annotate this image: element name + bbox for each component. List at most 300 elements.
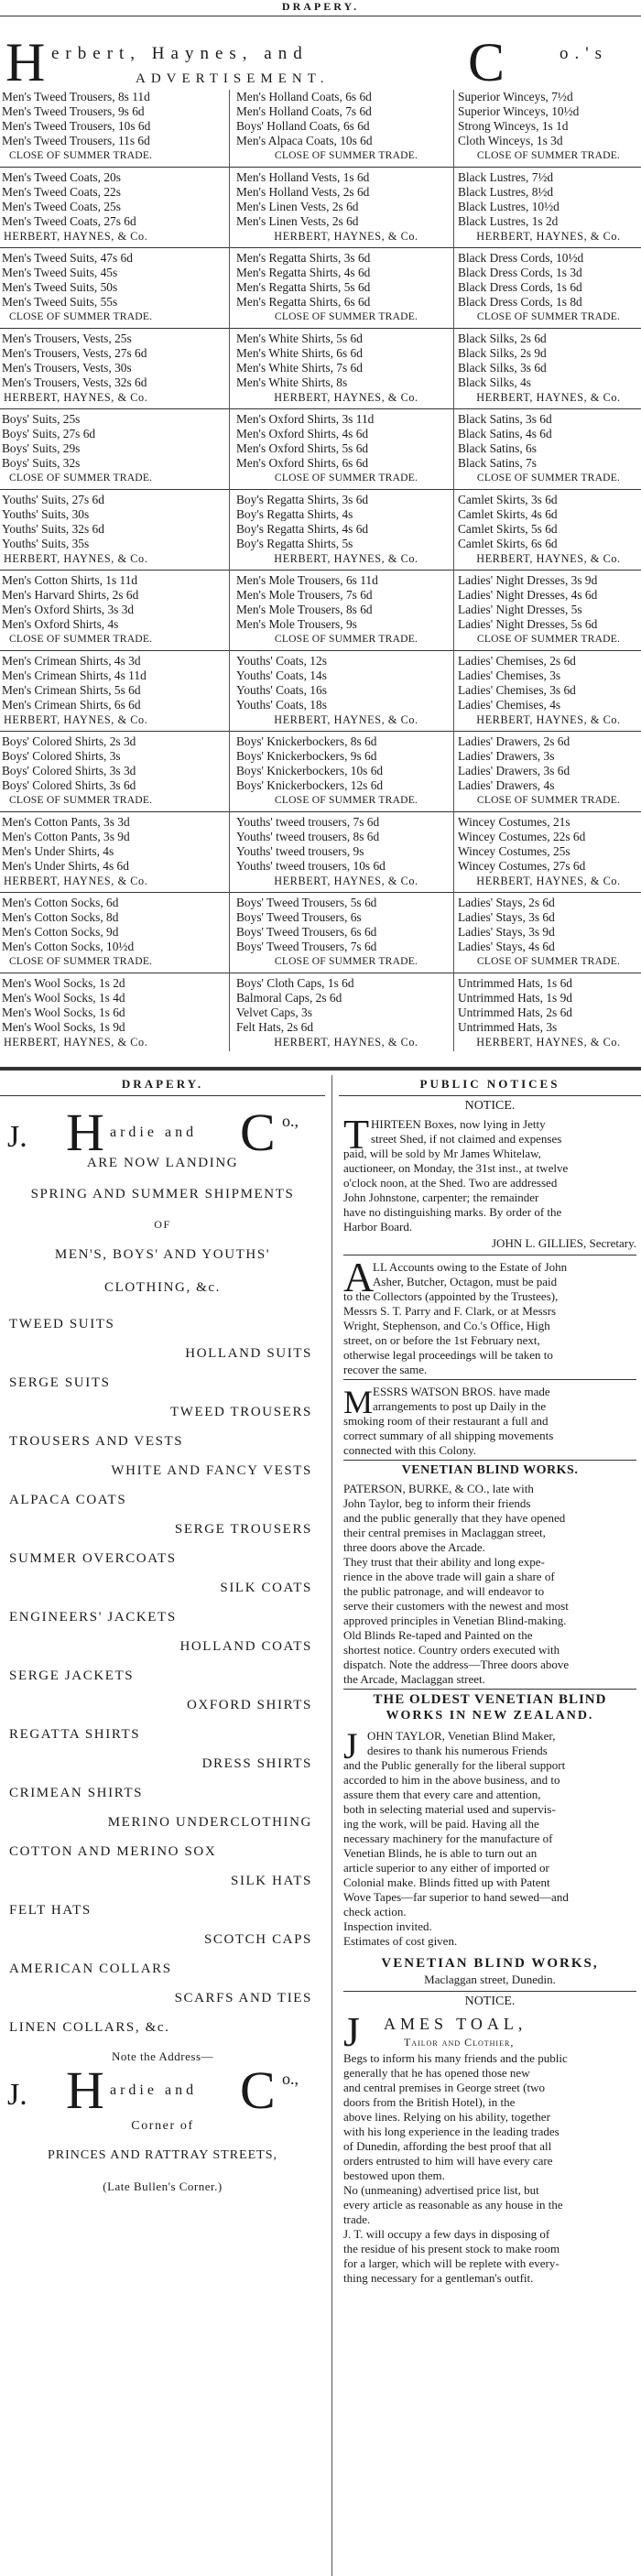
price-line: Black Satins, 6s: [458, 441, 537, 455]
price-line: Ladies' Drawers, 3s 6d: [458, 764, 570, 777]
notice-6-heading: NOTICE.: [464, 1994, 516, 2008]
price-block: [2, 493, 222, 566]
price-line: Black Dress Cords, 1s 3d: [458, 266, 582, 279]
price-line: Men's Wool Socks, 1s 2d: [2, 976, 125, 990]
block-footer: HERBERT, HAYNES, & Co.: [274, 391, 418, 404]
hardie-item: SILK COATS: [220, 1581, 312, 1595]
hardie-item: SERGE SUITS: [9, 1375, 111, 1390]
block-footer: CLOSE OF SUMMER TRADE.: [274, 633, 418, 645]
section-label-drapery-top: DRAPERY.: [281, 0, 360, 13]
notice-line: Colonial make. Blinds fitted up with Patent: [343, 1875, 550, 1889]
section-label-public-notices: PUBLIC NOTICES: [419, 1077, 560, 1091]
price-line: Men's Trousers, Vests, 32s 6d: [2, 375, 147, 389]
price-block: [458, 251, 639, 324]
price-line: Ladies' Drawers, 4s: [458, 778, 555, 792]
block-footer: HERBERT, HAYNES, & Co.: [476, 391, 621, 404]
notice-line: ing the work, will be paid. Having all the: [343, 1817, 539, 1831]
price-block: [236, 170, 456, 244]
price-line: Youths' tweed trousers, 9s: [236, 844, 364, 858]
notice-5-dropcap: J: [343, 1725, 358, 1766]
block-footer: CLOSE OF SUMMER TRADE.: [476, 955, 621, 967]
block-footer: CLOSE OF SUMMER TRADE.: [274, 310, 418, 322]
price-line: Men's Tweed Trousers, 8s 11d: [2, 90, 150, 103]
price-line: Boy's Regatta Shirts, 3s 6d: [236, 493, 369, 506]
price-line: Men's Holland Vests, 2s 6d: [236, 185, 370, 199]
notice-line: article superior to any either of imported or: [343, 1861, 549, 1875]
price-line: Men's Cotton Socks, 8d: [2, 910, 119, 924]
notice-line: Estimates of cost given.: [343, 1934, 458, 1948]
price-block: [2, 654, 222, 727]
notice-line: for a larger, which will be replete with every-: [343, 2256, 560, 2270]
price-line: Black Lustres, 1s 2d: [458, 214, 559, 228]
price-line: Men's Crimean Shirts, 5s 6d: [2, 683, 141, 697]
price-block: [2, 734, 222, 808]
title-subtitle: ADVERTISEMENT.: [136, 71, 330, 86]
block-footer: CLOSE OF SUMMER TRADE.: [9, 472, 153, 484]
notice-line: accorded to him in the above business, and to: [343, 1773, 560, 1787]
price-line: Boys' Knickerbockers, 10s 6d: [236, 764, 384, 777]
price-line: Black Silks, 3s 6d: [458, 361, 547, 375]
price-line: Black Lustres, 10½d: [458, 200, 560, 213]
price-line: Ladies' Chemises, 3s 6d: [458, 683, 576, 697]
price-line: Balmoral Caps, 2s 6d: [236, 991, 342, 1005]
notice-line: LL Accounts owing to the Estate of John: [373, 1260, 568, 1274]
price-line: Men's Tweed Trousers, 11s 6d: [2, 134, 150, 147]
firm-initial-h: H: [66, 1103, 104, 1162]
price-line: Men's Linen Vests, 2s 6d: [236, 200, 359, 213]
price-block: [458, 90, 639, 163]
hardie-item: TROUSERS AND VESTS: [9, 1434, 184, 1449]
price-block: [458, 896, 639, 969]
price-line: Camlet Skirts, 5s 6d: [458, 522, 558, 536]
price-line: Men's Tweed Suits, 47s 6d: [2, 251, 133, 265]
block-footer: HERBERT, HAYNES, & Co.: [4, 1036, 148, 1049]
price-block: [458, 734, 639, 808]
rule: [343, 1689, 636, 1690]
notice-line: No (unmeaning) advertised price list, but: [343, 2183, 539, 2197]
block-footer: HERBERT, HAYNES, & Co.: [476, 713, 621, 726]
notice-line: the residue of his present stock to make room: [343, 2242, 560, 2255]
price-line: Boy's Regatta Shirts, 4s 6d: [236, 522, 369, 536]
notice-1-dropcap: T: [343, 1111, 370, 1158]
column-divider: [331, 1075, 332, 2576]
hardie-line1: ARE NOW LANDING: [86, 1156, 239, 1170]
price-line: Men's Crimean Shirts, 6s 6d: [2, 698, 141, 712]
price-line: Ladies' Night Dresses, 5s: [458, 603, 582, 616]
block-footer: CLOSE OF SUMMER TRADE.: [9, 955, 153, 967]
price-line: Untrimmed Hats, 3s: [458, 1020, 558, 1034]
price-block: [458, 815, 639, 888]
price-block: [236, 654, 456, 727]
price-block: [236, 896, 456, 969]
notice-line: Harbor Board.: [343, 1220, 413, 1234]
section-label-drapery-lower: DRAPERY.: [121, 1077, 204, 1091]
price-line: Men's Wool Socks, 1s 9d: [2, 1020, 125, 1034]
price-block: [2, 573, 222, 647]
notice-line: John Johnstone, carpenter; the remainder: [343, 1190, 539, 1204]
notice-line: PATERSON, BURKE, & CO., late with: [343, 1482, 534, 1495]
price-line: Wincey Costumes, 25s: [458, 844, 570, 858]
price-block: [458, 976, 639, 1049]
firm-initial-j-footer: J.: [7, 2078, 27, 2112]
price-line: Men's Cotton Pants, 3s 3d: [2, 815, 130, 829]
price-block: [236, 734, 456, 808]
price-line: Youths' Coats, 12s: [236, 654, 327, 668]
notice-line: Wright, Stephenson, and Co.'s Office, High: [343, 1319, 550, 1332]
block-footer: CLOSE OF SUMMER TRADE.: [476, 310, 621, 322]
notice-6-dropcap: J: [343, 2008, 360, 2055]
price-line: Men's Tweed Suits, 55s: [2, 295, 118, 309]
hardie-item: HOLLAND SUITS: [185, 1346, 312, 1361]
hardie-item: ALPACA COATS: [9, 1493, 127, 1507]
hardie-note: Note the Address—: [111, 2049, 214, 2063]
price-line: Black Silks, 2s 9d: [458, 346, 547, 360]
price-line: Men's Under Shirts, 4s: [2, 844, 114, 858]
notice-line: assure them that every care and attention,: [343, 1788, 541, 1801]
firm-initial-j: J.: [7, 1120, 27, 1154]
column-rule: [229, 90, 230, 1051]
price-line: Untrimmed Hats, 2s 6d: [458, 1005, 572, 1019]
price-line: Boys' Suits, 25s: [2, 412, 81, 426]
rule: [0, 1095, 325, 1096]
notice-line: with his long experience in the leading trades: [343, 2125, 560, 2138]
price-line: Men's Oxford Shirts, 3s 11d: [236, 412, 375, 426]
price-line: Untrimmed Hats, 1s 9d: [458, 991, 572, 1005]
block-footer: HERBERT, HAYNES, & Co.: [476, 875, 621, 887]
hardie-line2: SPRING AND SUMMER SHIPMENTS: [30, 1187, 295, 1201]
notice-line: dispatch. Note the address—Three doors above: [343, 1658, 570, 1671]
price-line: Men's Holland Vests, 1s 6d: [236, 170, 370, 184]
price-line: Men's Tweed Coats, 22s: [2, 185, 121, 199]
price-line: Youths' Suits, 35s: [2, 537, 90, 550]
notice-line: o'clock noon, at the Shed. Two are addressed: [343, 1176, 558, 1190]
block-separator: [0, 408, 641, 409]
notice-line: orders entrusted to him will have every care: [343, 2154, 553, 2168]
price-line: Youths' Suits, 30s: [2, 507, 90, 521]
price-line: Black Satins, 7s: [458, 456, 537, 470]
hardie-item: CRIMEAN SHIRTS: [9, 1786, 144, 1800]
price-line: Men's Trousers, Vests, 25s: [2, 332, 132, 345]
price-line: Ladies' Drawers, 3s: [458, 749, 555, 763]
block-separator: [0, 570, 641, 571]
block-footer: CLOSE OF SUMMER TRADE.: [9, 310, 153, 322]
price-line: Men's Trousers, Vests, 30s: [2, 361, 132, 375]
hardie-item: SERGE TROUSERS: [174, 1522, 312, 1537]
notice-line: trade.: [343, 2212, 371, 2226]
price-line: Men's Regatta Shirts, 5s 6d: [236, 280, 371, 294]
price-line: Superior Winceys, 7½d: [458, 90, 573, 103]
price-line: Men's Under Shirts, 4s 6d: [2, 859, 129, 873]
price-line: Ladies' Night Dresses, 5s 6d: [458, 617, 598, 631]
price-line: Black Dress Cords, 1s 6d: [458, 280, 582, 294]
notice-line: the public patronage, and will endeavor to: [343, 1584, 545, 1598]
column-rule: [453, 90, 454, 1051]
hardie-corner2: PRINCES AND RATTRAY STREETS,: [47, 2148, 277, 2162]
price-block: [2, 412, 222, 485]
price-line: Men's Alpaca Coats, 10s 6d: [236, 134, 373, 147]
block-footer: CLOSE OF SUMMER TRADE.: [274, 472, 418, 484]
price-line: Boys' Tweed Trousers, 6s: [236, 910, 362, 924]
hardie-late: (Late Bullen's Corner.): [103, 2179, 223, 2193]
price-line: Boys' Suits, 27s 6d: [2, 427, 96, 440]
notice-line: arrangements to post up Daily in the: [373, 1399, 547, 1413]
price-line: Men's Holland Coats, 6s 6d: [236, 90, 372, 103]
price-line: Ladies' Stays, 2s 6d: [458, 896, 555, 909]
rule: [343, 1379, 636, 1380]
hardie-item: AMERICAN COLLARS: [9, 1962, 172, 1976]
price-line: Men's Tweed Trousers, 9s 6d: [2, 104, 145, 118]
price-line: Ladies' Stays, 3s 9d: [458, 925, 555, 939]
price-line: Men's Oxford Shirts, 6s 6d: [236, 456, 369, 470]
block-separator: [0, 489, 641, 490]
price-block: [236, 332, 456, 405]
block-separator: [0, 167, 641, 168]
price-line: Men's White Shirts, 5s 6d: [236, 332, 363, 345]
price-line: Men's Crimean Shirts, 4s 3d: [2, 654, 141, 668]
price-line: Black Silks, 4s: [458, 375, 531, 389]
block-separator: [0, 892, 641, 893]
notice-line: Asher, Butcher, Octagon, must be paid: [373, 1275, 558, 1288]
hardie-line4: MEN'S, BOYS' AND YOUTHS': [54, 1247, 271, 1262]
price-block: [458, 573, 639, 647]
notice-line: rience in the above trade will gain a share of: [343, 1570, 555, 1583]
price-block: [236, 251, 456, 324]
firm-co-footer: o.,: [282, 2070, 299, 2088]
price-block: [458, 412, 639, 485]
notice-line: recover the same.: [343, 1363, 428, 1376]
price-line: Black Silks, 2s 6d: [458, 332, 547, 345]
notice-line: ESSRS WATSON BROS. have made: [373, 1385, 550, 1398]
firm-co: o.,: [282, 1112, 299, 1130]
price-line: Boys' Knickerbockers, 8s 6d: [236, 734, 377, 748]
price-line: Superior Winceys, 10½d: [458, 104, 580, 118]
block-footer: HERBERT, HAYNES, & Co.: [274, 1036, 418, 1049]
price-block: [236, 493, 456, 566]
notice-6-trade: Tailor and Clothier,: [404, 2036, 515, 2049]
title-initial-h: H: [5, 32, 46, 92]
rule: [343, 1991, 636, 1992]
price-line: Youths' Suits, 32s 6d: [2, 522, 104, 536]
price-line: Men's Harvard Shirts, 2s 6d: [2, 588, 139, 602]
price-line: Untrimmed Hats, 1s 6d: [458, 976, 572, 990]
price-line: Men's Tweed Coats, 27s 6d: [2, 214, 136, 228]
hardie-item: TWEED TROUSERS: [169, 1405, 312, 1419]
price-line: Men's Cotton Socks, 9d: [2, 925, 119, 939]
hardie-item: HOLLAND COATS: [179, 1639, 312, 1654]
price-line: Ladies' Chemises, 3s: [458, 668, 561, 682]
notice-line: necessary machinery for the manufacture of: [343, 1831, 553, 1845]
firm-name-mid-footer: ardie and: [110, 2082, 198, 2098]
notice-line: paid, will be sold by Mr James Whitelaw,: [343, 1147, 541, 1160]
notice-line: doors from the British Hotel), in the: [343, 2095, 516, 2109]
hardie-item: DRESS SHIRTS: [201, 1756, 312, 1771]
price-line: Boy's Regatta Shirts, 4s: [236, 507, 353, 521]
price-line: Boys' Knickerbockers, 9s 6d: [236, 749, 377, 763]
hardie-line5: CLOTHING, &c.: [103, 1280, 222, 1295]
hardie-item: WHITE AND FANCY VESTS: [111, 1463, 312, 1478]
notice-5-heading-1: THE OLDEST VENETIAN BLIND: [373, 1692, 607, 1707]
firm-initial-c-footer: C: [240, 2060, 276, 2120]
notice-line: Begs to inform his many friends and the public: [343, 2051, 568, 2065]
price-line: Youths' Coats, 18s: [236, 698, 327, 712]
price-block: [458, 493, 639, 566]
price-block: [2, 896, 222, 969]
price-line: Ladies' Stays, 3s 6d: [458, 910, 555, 924]
notice-line: Venetian Blinds, he is able to turn out an: [343, 1846, 538, 1860]
notice-1-heading: NOTICE.: [464, 1099, 516, 1113]
rule: [339, 1095, 641, 1096]
price-line: Boys' Tweed Trousers, 6s 6d: [236, 925, 377, 939]
price-line: Men's Oxford Shirts, 5s 6d: [236, 441, 369, 455]
block-footer: CLOSE OF SUMMER TRADE.: [476, 472, 621, 484]
hardie-item: SCOTCH CAPS: [203, 1932, 312, 1947]
notice-line: John Taylor, beg to inform their friends: [343, 1496, 531, 1510]
notice-line: Inspection invited.: [343, 1919, 432, 1933]
price-line: Men's White Shirts, 8s: [236, 375, 348, 389]
notice-5-heading-2: WORKS IN NEW ZEALAND.: [386, 1709, 594, 1723]
notice-line: generally that he has opened those new: [343, 2066, 530, 2080]
price-line: Men's Cotton Socks, 10½d: [2, 940, 135, 953]
notice-1-signature: JOHN L. GILLIES, Secretary.: [492, 1236, 636, 1250]
price-line: Camlet Skirts, 3s 6d: [458, 493, 558, 506]
firm-initial-h-footer: H: [66, 2060, 104, 2120]
hardie-item: LINEN COLLARS, &c.: [9, 2020, 170, 2035]
notice-line: and central premises in George street (two: [343, 2081, 545, 2094]
price-line: Black Lustres, 7½d: [458, 170, 554, 184]
section-divider: [0, 1067, 641, 1071]
price-line: Boys' Suits, 32s: [2, 456, 81, 470]
notice-6-name: AMES TOAL,: [384, 2015, 527, 2033]
price-block: [236, 412, 456, 485]
title-os: o.'s: [560, 44, 609, 63]
hardie-item: ENGINEERS' JACKETS: [9, 1610, 177, 1625]
price-block: [2, 251, 222, 324]
block-footer: HERBERT, HAYNES, & Co.: [4, 552, 148, 565]
price-line: Wincey Costumes, 27s 6d: [458, 859, 586, 873]
block-footer: CLOSE OF SUMMER TRADE.: [274, 955, 418, 967]
price-line: Boys' Colored Shirts, 3s: [2, 749, 121, 763]
firm-initial-c: C: [240, 1103, 276, 1162]
price-line: Men's Tweed Trousers, 10s 6d: [2, 119, 151, 133]
price-line: Boys' Cloth Caps, 1s 6d: [236, 976, 354, 990]
notice-3-dropcap: M: [343, 1384, 374, 1420]
price-line: Men's Tweed Coats, 20s: [2, 170, 121, 184]
price-line: Men's Tweed Suits, 45s: [2, 266, 118, 279]
notice-line: Old Blinds Re-taped and Painted on the: [343, 1628, 533, 1642]
price-block: [458, 654, 639, 727]
block-footer: HERBERT, HAYNES, & Co.: [4, 391, 148, 404]
hardie-item: TWEED SUITS: [9, 1317, 115, 1331]
price-line: Men's Regatta Shirts, 4s 6d: [236, 266, 371, 279]
notice-line: auctioneer, on Monday, the 31st inst., at twelve: [343, 1161, 569, 1175]
price-line: Boy's Regatta Shirts, 5s: [236, 537, 353, 550]
notice-line: They trust that their ability and long expe-: [343, 1555, 545, 1569]
price-line: Black Dress Cords, 1s 8d: [458, 295, 582, 309]
price-line: Men's Tweed Coats, 25s: [2, 200, 121, 213]
price-line: Men's Mole Trousers, 6s 11d: [236, 573, 378, 587]
price-block: [2, 90, 222, 163]
notice-line: street Shed, if not claimed and expenses: [371, 1132, 562, 1146]
price-block: [236, 976, 456, 1049]
hardie-item: FELT HATS: [9, 1903, 92, 1918]
hardie-item: SERGE JACKETS: [9, 1668, 135, 1683]
price-line: Ladies' Night Dresses, 3s 9d: [458, 573, 598, 587]
block-footer: HERBERT, HAYNES, & Co.: [476, 552, 621, 565]
price-line: Ladies' Chemises, 4s: [458, 698, 561, 712]
price-line: Youths' tweed trousers, 8s 6d: [236, 830, 380, 843]
price-line: Men's Cotton Pants, 3s 9d: [2, 830, 130, 843]
block-footer: HERBERT, HAYNES, & Co.: [274, 713, 418, 726]
price-line: Men's Holland Coats, 7s 6d: [236, 104, 372, 118]
title-line: [51, 44, 609, 64]
notice-line: connected with this Colony.: [343, 1443, 477, 1457]
notice-5-footer-1: VENETIAN BLIND WORKS,: [381, 1956, 599, 1971]
price-block: [236, 90, 456, 163]
block-footer: CLOSE OF SUMMER TRADE.: [274, 794, 418, 806]
price-block: [2, 170, 222, 244]
hardie-line3: OF: [154, 1218, 171, 1231]
notice-line: of Dunedin, affording the best proof that all: [343, 2139, 552, 2153]
price-line: Boys' Tweed Trousers, 5s 6d: [236, 896, 377, 909]
notice-line: J. T. will occupy a few days in disposing of: [343, 2227, 550, 2241]
notice-line: and the public generally that they have opened: [343, 1511, 566, 1525]
notice-2-dropcap: A: [343, 1254, 375, 1300]
block-footer: HERBERT, HAYNES, & Co.: [4, 230, 148, 243]
hardie-item: OXFORD SHIRTS: [186, 1698, 312, 1712]
block-footer: HERBERT, HAYNES, & Co.: [476, 1036, 621, 1049]
hardie-item: COTTON AND MERINO SOX: [9, 1844, 217, 1859]
price-line: Boys' Suits, 29s: [2, 441, 81, 455]
block-footer: CLOSE OF SUMMER TRADE.: [476, 149, 621, 161]
price-line: Felt Hats, 2s 6d: [236, 1020, 314, 1034]
block-footer: HERBERT, HAYNES, & Co.: [274, 230, 418, 243]
notice-line: desires to thank his numerous Friends: [367, 1744, 548, 1757]
notice-line: their central premises in Maclaggan street,: [343, 1526, 546, 1539]
price-block: [2, 976, 222, 1049]
price-block: [236, 573, 456, 647]
notice-line: and the Public generally for the liberal support: [343, 1758, 566, 1772]
block-footer: CLOSE OF SUMMER TRADE.: [9, 149, 153, 161]
block-footer: CLOSE OF SUMMER TRADE.: [476, 794, 621, 806]
price-line: Men's Wool Socks, 1s 6d: [2, 1005, 125, 1019]
notice-line: otherwise legal proceedings will be taken to: [343, 1348, 553, 1362]
notice-line: check action.: [343, 1905, 407, 1918]
rule: [343, 1460, 636, 1461]
firm-name-mid: ardie and: [110, 1125, 198, 1140]
notice-line: bestowed upon them.: [343, 2168, 445, 2182]
advert-title: [5, 32, 636, 92]
price-line: Camlet Skirts, 4s 6d: [458, 507, 558, 521]
notice-line: the Arcade, Maclaggan street.: [343, 1672, 485, 1686]
price-line: Ladies' Chemises, 2s 6d: [458, 654, 576, 668]
hardie-item: REGATTA SHIRTS: [9, 1727, 141, 1742]
price-line: Ladies' Night Dresses, 4s 6d: [458, 588, 598, 602]
price-line: Black Lustres, 8½d: [458, 185, 554, 199]
price-line: Black Satins, 3s 6d: [458, 412, 552, 426]
price-line: Men's Tweed Suits, 50s: [2, 280, 118, 294]
notice-line: street, on or before the 1st February next,: [343, 1333, 540, 1347]
hardie-item: SCARFS AND TIES: [174, 1991, 312, 2005]
price-line: Men's Regatta Shirts, 3s 6d: [236, 251, 371, 265]
block-footer: HERBERT, HAYNES, & Co.: [4, 713, 148, 726]
price-line: Youths' Coats, 14s: [236, 668, 327, 682]
notice-line: HIRTEEN Boxes, now lying in Jetty: [371, 1117, 546, 1131]
price-line: Youths' tweed trousers, 10s 6d: [236, 859, 386, 873]
price-block: [458, 170, 639, 244]
price-line: Men's Oxford Shirts, 4s 6d: [236, 427, 369, 440]
price-block: [236, 815, 456, 888]
price-line: Boys' Colored Shirts, 3s 6d: [2, 778, 136, 792]
